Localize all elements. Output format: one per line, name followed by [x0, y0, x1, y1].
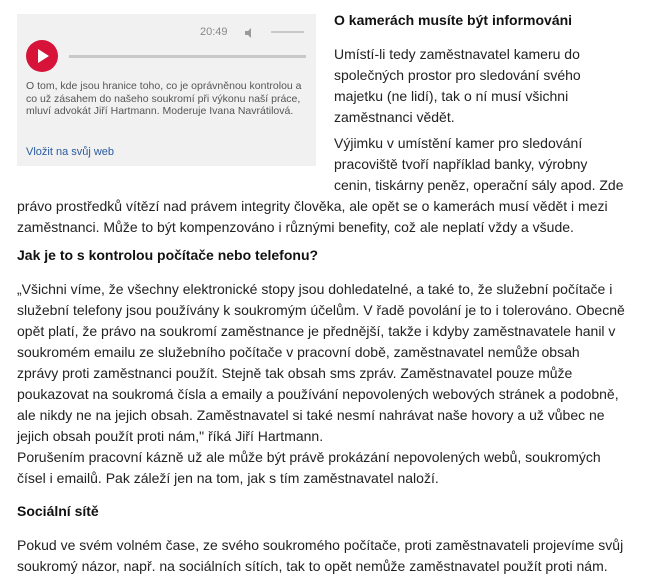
- section-heading-computer: Jak je to s kontrolou počítače nebo telefonu?: [17, 247, 319, 263]
- paragraph-cameras-2-full: [17, 196, 643, 238]
- text-line: soukromý názor, např. na sociálních sítích, tak to opět nemůže zaměstnavatel použít proti nám.: [17, 558, 608, 574]
- text-line: čísel i emailů. Pak záleží jen na tom, jak s tím zaměstnavatel naloží.: [17, 470, 439, 486]
- audio-player: [17, 14, 316, 166]
- text-line: Výjimku v umístění kamer pro sledování: [334, 135, 583, 151]
- text-line: Pokud ve svém volném čase, ze svého soukromého počítače, proti zaměstnavateli projevíme svůj: [17, 537, 624, 553]
- section-heading-social: Sociální sítě: [17, 503, 99, 519]
- volume-slider[interactable]: [271, 31, 304, 33]
- text-line: pracoviště tvoří například banky, výrobny: [334, 156, 588, 172]
- text-line: Porušením pracovní kázně už ale může být právě prokázání nepovolených webů, soukromých: [17, 449, 601, 465]
- text-line: zaměstnanci vědět.: [334, 109, 455, 125]
- player-time: 20:49: [200, 26, 228, 38]
- paragraph-social: [17, 535, 643, 577]
- text-line: zprávy proti zaměstnanci použít. Stejně tak obsah sms zpráv. Zaměstnavatel pouze může: [17, 365, 573, 381]
- text-line: „Všichni víme, že všechny elektronické stopy jsou dohledatelné, a také to, že služební počítače i: [17, 281, 613, 297]
- play-button[interactable]: [26, 40, 58, 72]
- progress-bar[interactable]: [69, 55, 306, 58]
- text-line: soukromém emailu ze služebního počítače v pracovní době, zaměstnavatel nemůže obsah: [17, 344, 580, 360]
- text-line: zaměstnanci. Může to být kompenzováno i různými benefity, což ale neplatí vždy a všude.: [17, 219, 574, 235]
- section-heading-cameras: O kamerách musíte být informováni: [334, 12, 573, 28]
- speaker-icon[interactable]: [243, 25, 257, 39]
- embed-link[interactable]: Vložit na svůj web: [26, 146, 115, 158]
- text-line: právo prostředků vítězí nad právem integrity člověka, ale opět se o kamerách musí vědět i mezi: [17, 198, 608, 214]
- text-line: služební telefony jsou používány k soukromým účelům. V řadě povolání je to i tolerováno. Obecně: [17, 302, 625, 318]
- paragraph-cameras-1: [334, 44, 639, 128]
- player-description: O tom, kde jsou hranice toho, co je oprávněnou kontrolou a co už zásahem do našeho soukromí při výkonu naší práce, mluví advokát Jiří Hartmann. Moderuje Ivana Navrátilová.: [26, 80, 302, 118]
- text-line: Umístí-li tedy zaměstnavatel kameru do: [334, 46, 580, 62]
- text-line: jejich obsah použít proti nám," říká Jiří Hartmann.: [17, 428, 324, 444]
- text-line: cenin, tiskárny peněz, operační sály apod. Zde: [334, 177, 624, 193]
- paragraph-discipline: [17, 447, 643, 489]
- paragraph-cameras-2-side: [334, 133, 639, 196]
- text-line: ale nikdy ne na jejich obsah. Zaměstnavatel si také nesmí nahrávat naše hovory a už vůbec ne: [17, 407, 605, 423]
- quote-paragraph: [17, 279, 643, 447]
- text-line: opět platí, že právo na soukromí zaměstnance je přednější, takže i kdyby zaměstnavatele hanil v: [17, 323, 616, 339]
- text-line: majetku (ne lidí), tak o ní musí všichni: [334, 88, 569, 104]
- text-line: společných prostor pro sledování svého: [334, 67, 581, 83]
- text-line: poukazovat na soukromá čísla a emaily a používání nepovolených webových stránek a podobně,: [17, 386, 619, 402]
